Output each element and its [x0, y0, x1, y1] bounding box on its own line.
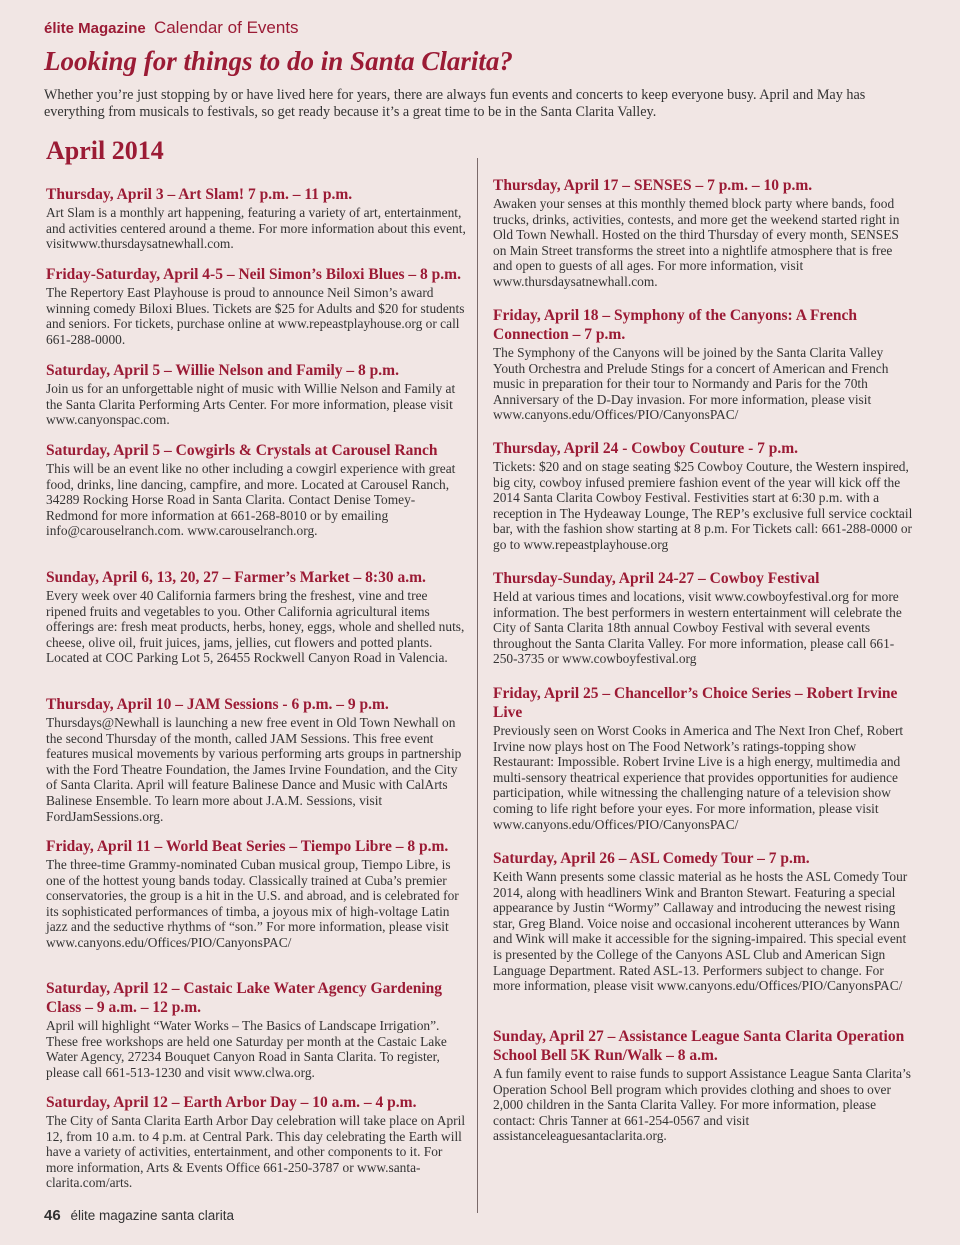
event-title: Thursday-Sunday, April 24-27 – Cowboy Festival	[493, 570, 820, 587]
event-item	[46, 695, 466, 824]
event-description: The Symphony of the Canyons will be joined by the Santa Clarita Valley Youth Orchestra and Prelude Stings for a concert of American and French music in preparation for their tour to Normandy and Paris for the 70th Anniversary of the D-Day invasion. For more information, please visit www.canyons.edu/Offices/PIO/CanyonsPAC/	[493, 345, 889, 423]
event-description: The Repertory East Playhouse is proud to announce Neil Simon’s award winning comedy Biloxi Blues. Tickets are $25 for Adults and $20 for students and seniors. For tickets, purchase online at www.repeastplayhouse.org or call 661-288-0000.	[46, 285, 465, 347]
page-title: Looking for things to do in Santa Clarita?	[44, 46, 513, 76]
event-title: Friday, April 25 – Chancellor’s Choice Series – Robert Irvine Live	[493, 685, 898, 721]
event-item	[493, 569, 913, 667]
event-description: Join us for an unforgettable night of music with Willie Nelson and Family at the Santa Clarita Performing Arts Center. For more information, please visit www.canyonspac.com.	[46, 381, 456, 428]
event-item	[493, 439, 913, 553]
event-description: Tickets: $20 and on stage seating $25 Cowboy Couture, the Western inspired, big city, cowboy infused premiere fashion event of the year will kick off the 2014 Santa Clarita Cowboy Festival. Festivities start at 6:30 p.m. with a reception in The Hydeaway Lounge, The REP’s exclusive full service cocktail bar, with the fashion show starting at 8 p.m. For Tickets call: 661-288-0000 or go to www.repeastplayhouse.org	[493, 459, 913, 552]
event-description: Thursdays@Newhall is launching a new free event in Old Town Newhall on the second Thursday of the month, called JAM Sessions. This free event features musical movements by various performing arts groups in partnership with the Ford Theatre Foundation, the James Irvine Foundation, and the City of Santa Clarita. April will feature Balinese Dance and Music with CalArts Balinese Ensemble. To learn more about J.A.M. Sessions, visit FordJamSessions.org.	[46, 715, 462, 824]
column-divider	[477, 158, 478, 1213]
event-description: Awaken your senses at this monthly themed block party where bands, food trucks, drinks, activities, contests, and more get the weekend started right in Old Town Newhall. Hosted on the third Thursday of every month, SENSES on Main Street transforms the street into a nightlife atmosphere that is free and open to guests of all ages. For more information, visit www.thursdaysatnewhall.com.	[493, 196, 900, 289]
page-header	[44, 18, 299, 38]
event-description: Held at various times and locations, visit www.cowboyfestival.org for more information. The best performers in western entertainment will celebrate the City of Santa Clarita 18th annual Cowboy Festival with several events throughout the Santa Clarita Valley. For more information, please call 661-250-3735 or www.cowboyfestival.org	[493, 589, 902, 667]
event-description: The three-time Grammy-nominated Cuban musical group, Tiempo Libre, is one of the hottest young bands today. Classically trained at Cuba’s premier conservatories, the group is a hit in the U.S. and abroad, and is celebrated for its sophisticated performances of timba, a joyous mix of high-voltage Latin jazz and the seductive rhythms of “son.” For more information, please visit www.canyons.edu/Offices/PIO/CanyonsPAC/	[46, 857, 459, 950]
event-item	[46, 441, 466, 539]
event-description: This will be an event like no other including a cowgirl experience with great food, drinks, line dancing, campfire, and more. Located at Carousel Ranch, 34289 Rocking Horse Road in Santa Clarita. Contact Denise Tomey-Redmond for more information at 661-268-8010 or by emailing info@carouselranch.com. www.carouselranch.org.	[46, 461, 456, 539]
page-number: 46	[44, 1207, 61, 1224]
event-item	[46, 361, 466, 428]
publication-name: élite magazine santa clarita	[70, 1208, 235, 1223]
event-title: Friday, April 18 – Symphony of the Canyons: A French Connection – 7 p.m.	[493, 307, 858, 343]
event-description: Every week over 40 California farmers bring the freshest, vine and tree ripened fruits and vegetables to you. Other California agricultural items offerings are: fresh meat products, herbs, honey, eggs, whole and shelled nuts, cheese, olive oil, fruit juices, jams, jellies, cut flowers and potted plants. Located at COC Parking Lot 5, 26455 Rockwell Canyon Road in Valencia.	[46, 588, 465, 666]
event-title: Thursday, April 17 – SENSES – 7 p.m. – 10 p.m.	[493, 177, 813, 194]
event-title: Thursday, April 3 – Art Slam! 7 p.m. – 11 p.m.	[46, 186, 353, 203]
event-item	[493, 306, 913, 423]
section-name: Calendar of Events	[153, 18, 299, 37]
event-item	[46, 1093, 466, 1191]
page-footer	[44, 1207, 234, 1224]
event-description: A fun family event to raise funds to support Assistance League Santa Clarita’s Operation School Bell program which provides clothing and shoes to over 2,000 children in the Santa Clarita Valley. For more information, please contact: Chris Tanner at 661-254-0567 and visit assistanceleaguesantaclarita.org.	[493, 1066, 911, 1144]
event-title: Thursday, April 24 - Cowboy Couture - 7 p.m.	[493, 440, 799, 457]
event-item	[493, 176, 913, 290]
event-title: Saturday, April 12 – Castaic Lake Water Agency Gardening Class – 9 a.m. – 12 p.m.	[46, 980, 442, 1016]
event-title: Saturday, April 12 – Earth Arbor Day – 10 a.m. – 4 p.m.	[46, 1094, 417, 1111]
event-title: Friday, April 11 – World Beat Series – Tiempo Libre – 8 p.m.	[46, 838, 449, 855]
event-title: Saturday, April 5 – Cowgirls & Crystals at Carousel Ranch	[46, 442, 438, 459]
event-title: Thursday, April 10 – JAM Sessions - 6 p.m. – 9 p.m.	[46, 696, 389, 713]
event-description: Previously seen on Worst Cooks in America and The Next Iron Chef, Robert Irvine now plays host on The Food Network’s ratings-topping show Restaurant: Impossible. Robert Irvine Live is a high energy, multimedia and multi-sensory theatrical experience that provides opportunities for audience participation, while witnessing the challenging nature of a television show coming to life right before your eyes. For more information, please visit www.canyons.edu/Offices/PIO/CanyonsPAC/	[493, 723, 904, 832]
event-item	[46, 568, 466, 666]
event-item	[46, 837, 466, 951]
event-title: Sunday, April 27 – Assistance League Santa Clarita Operation School Bell 5K Run/Walk – 8 a.m.	[493, 1028, 905, 1064]
event-item	[46, 265, 466, 347]
event-title: Saturday, April 5 – Willie Nelson and Family – 8 p.m.	[46, 362, 399, 379]
event-description: Keith Wann presents some classic material as he hosts the ASL Comedy Tour 2014, along with headliners Wink and Branton Stewart. Featuring a special appearance by Justin “Wormy” Callaway and introducing the newest rising star, Greg Bland. Voice noise and occasional incoherent utterances by Wann and Wink will make it accessible for the signing-impaired. This special event is presented by the College of the Canyons ASL Club and American Sign Language Department. Rated ASL-13. Performers subject to change. For more information, please visit www.canyons.edu/Offices/PIO/CanyonsPAC/	[493, 869, 908, 994]
event-title: Friday-Saturday, April 4-5 – Neil Simon’s Biloxi Blues – 8 p.m.	[46, 266, 461, 283]
intro-paragraph: Whether you’re just stopping by or have lived here for years, there are always fun events and concerts to keep everyone busy. April and May has everything from musicals to festivals, so get ready because it’s a great time to be in the Santa Clarita Valley.	[44, 87, 866, 120]
event-description: The City of Santa Clarita Earth Arbor Day celebration will take place on April 12, from 10 a.m. to 4 p.m. at Central Park. This day celebrating the Earth will have a variety of activities, entertainment, and other components to it. For more information, Arts & Events Office 661-250-3787 or www.santa-clarita.com/arts.	[46, 1113, 466, 1191]
event-description: April will highlight “Water Works – The Basics of Landscape Irrigation”. These free workshops are held one Saturday per month at the Castaic Lake Water Agency, 27234 Bouquet Canyon Road in Santa Clarita. To register, please call 661-513-1230 and visit www.clwa.org.	[46, 1018, 447, 1080]
event-item	[46, 979, 466, 1080]
event-item	[493, 1027, 913, 1144]
magazine-name: élite Magazine	[44, 20, 146, 37]
event-title: Saturday, April 26 – ASL Comedy Tour – 7 p.m.	[493, 850, 810, 867]
event-item	[493, 849, 913, 994]
event-title: Sunday, April 6, 13, 20, 27 – Farmer’s Market – 8:30 a.m.	[46, 569, 426, 586]
event-item	[493, 684, 913, 832]
event-description: Art Slam is a monthly art happening, featuring a variety of art, entertainment, and activities centered around a theme. For more information about this event, visitwww.thursdaysatnewhall.com.	[46, 205, 466, 252]
event-item	[46, 185, 466, 252]
month-heading: April 2014	[46, 136, 164, 165]
